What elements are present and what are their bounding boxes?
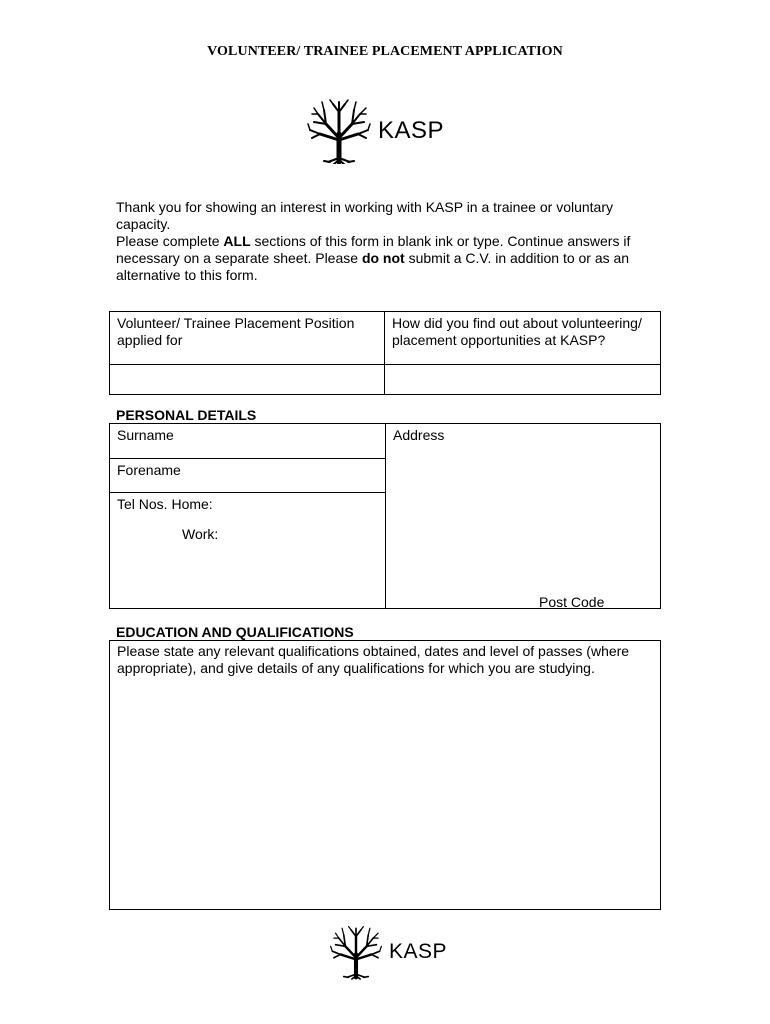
how-found-field[interactable] bbox=[385, 365, 661, 395]
personal-details-heading: PERSONAL DETAILS bbox=[116, 407, 257, 423]
position-table bbox=[109, 311, 661, 395]
tel-home-label: Tel Nos. Home: bbox=[117, 496, 213, 512]
position-applied-field[interactable] bbox=[110, 365, 385, 395]
address-label: Address bbox=[393, 427, 445, 443]
tree-icon bbox=[306, 98, 372, 164]
tel-work-label: Work: bbox=[182, 526, 219, 542]
how-found-label: How did you find out about volunteering/ placement opportunities at KASP? bbox=[385, 312, 661, 365]
kasp-logo bbox=[306, 98, 444, 164]
education-heading: EDUCATION AND QUALIFICATIONS bbox=[116, 624, 354, 640]
logo-brand-text: KASP bbox=[378, 117, 445, 144]
surname-field[interactable] bbox=[110, 424, 385, 459]
tree-icon bbox=[329, 924, 383, 980]
personal-left-column bbox=[110, 424, 386, 608]
forename-field[interactable] bbox=[110, 459, 385, 493]
footer-logo-brand-text: KASP bbox=[389, 940, 448, 963]
post-code-label: Post Code bbox=[539, 594, 605, 610]
education-instructions: Please state any relevant qualifications obtained, dates and level of passes (where appropriate), and give details of any qualifications for which you are studying. bbox=[117, 643, 630, 676]
position-applied-label: Volunteer/ Trainee Placement Position applied for bbox=[110, 312, 385, 365]
intro-line-2: Please complete ALL sections of this form in blank ink or type. Continue answers if necessary on a separate sheet. Please do not submit a C.V. in addition to or as an alternative to this form. bbox=[116, 233, 631, 283]
kasp-footer-logo bbox=[329, 924, 447, 980]
forename-label: Forename bbox=[117, 462, 181, 478]
personal-details-box bbox=[109, 423, 661, 609]
form-title: VOLUNTEER/ TRAINEE PLACEMENT APPLICATION bbox=[207, 44, 563, 59]
surname-label: Surname bbox=[117, 427, 174, 443]
intro-line-1: Thank you for showing an interest in working with KASP in a trainee or voluntary capacity. bbox=[116, 199, 613, 232]
intro-text bbox=[116, 199, 636, 284]
telephone-field[interactable] bbox=[110, 493, 385, 608]
education-field[interactable] bbox=[109, 640, 661, 910]
